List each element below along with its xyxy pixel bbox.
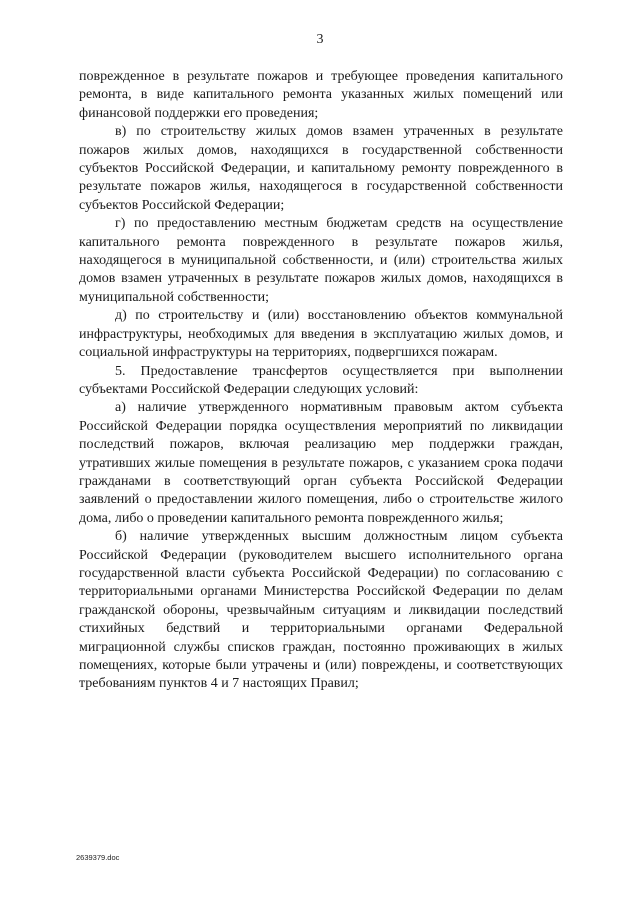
paragraph-item-v: в) по строительству жилых домов взамен утраченных в результате пожаров жилых домов, находящихся в государственной собственности субъектов Российской Федерации, и капитальному ремонту поврежденного в результате пожаров жилья, находящегося в государственной собственности субъектов Российской Федерации; xyxy=(79,124,563,213)
paragraph-continuation: поврежденное в результате пожаров и требующее проведения капитального ремонта, в виде капитального ремонта указанных жилых помещений или финансовой поддержки его проведения; xyxy=(79,69,563,121)
document-body xyxy=(79,68,563,694)
document-file-code: 2639379.doc xyxy=(76,853,120,862)
paragraph-item-d: д) по строительству и (или) восстановлению объектов коммунальной инфраструктуры, необходимых для введения в эксплуатацию жилых домов, и социальной инфраструктуры на территориях, подвергшихся пожарам. xyxy=(79,308,563,361)
page-number: 3 xyxy=(316,32,324,47)
paragraph-item-b: б) наличие утвержденных высшим должностным лицом субъекта Российской Федерации (руководителем высшего исполнительного органа государственной власти субъекта Российской Федерации) по согласованию с территориальными органами Министерства Российской Федерации по делам гражданской обороны, чрезвычайным ситуациям и ликвидации последствий стихийных бедствий и территориальными органами Федеральной миграционной службы списков граждан, постоянно проживающих в жилых помещениях, которые были утрачены и (или) повреждены, и соответствующих требованиям пунктов 4 и 7 настоящих Правил; xyxy=(79,529,563,692)
paragraph-item-a: а) наличие утвержденного нормативным правовым актом субъекта Российской Федерации порядка осуществления мероприятий по ликвидации последствий пожаров, включая реализацию мер поддержки граждан, утративших жилые помещения в результате пожаров, с указанием срока подачи гражданами в соответствующий орган субъекта Российской Федерации заявлений о предоставлении жилого помещения, либо о строительстве жилого дома, либо о проведении капитального ремонта поврежденного жилья; xyxy=(79,400,563,526)
paragraph-clause-5: 5. Предоставление трансфертов осуществляется при выполнении субъектами Российской Федерации следующих условий: xyxy=(79,363,563,397)
paragraph-item-g: г) по предоставлению местным бюджетам средств на осуществление капитального ремонта поврежденного в результате пожаров жилья, находящегося в муниципальной собственности, и (или) строительства жилых домов взамен утраченных в результате пожаров жилых домов, находящихся в муниципальной собственности; xyxy=(79,216,563,305)
